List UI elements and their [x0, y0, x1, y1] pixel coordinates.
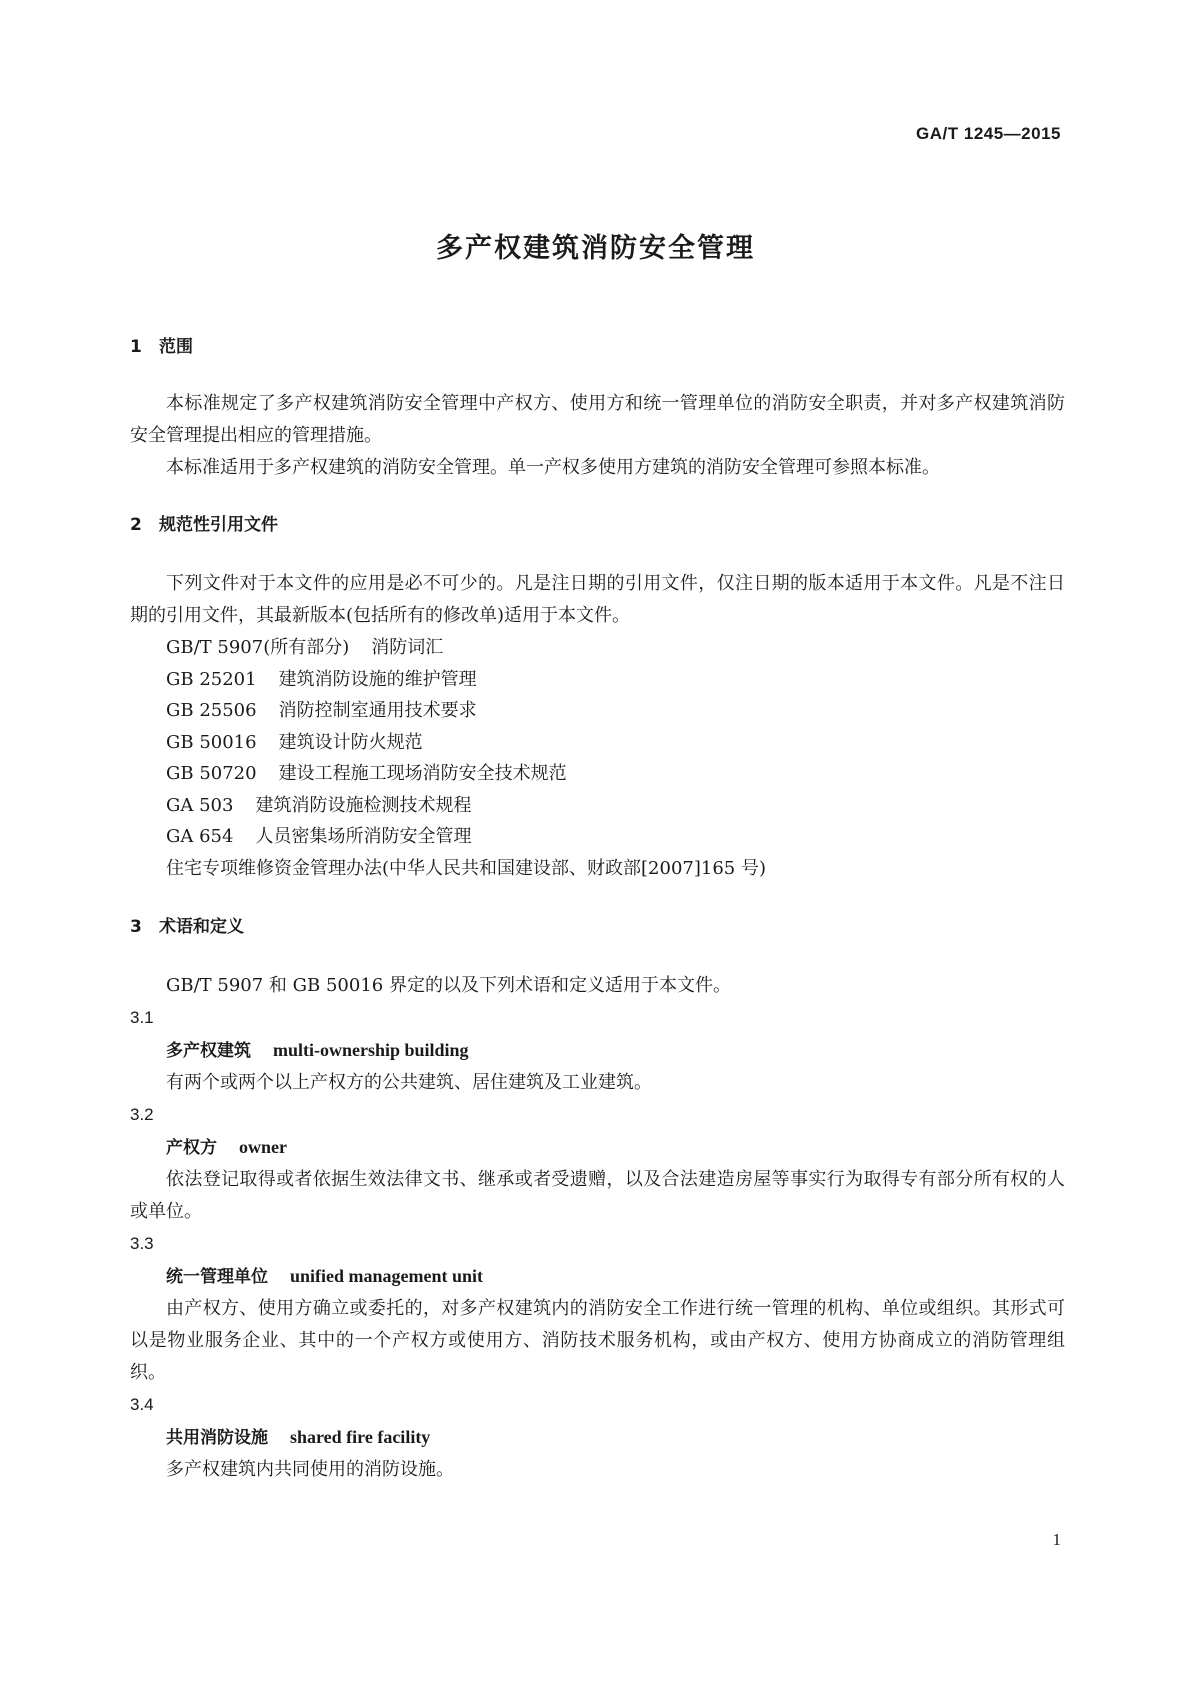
reference-code: GB 50016	[166, 731, 257, 753]
standard-code: GA/T 1245—2015	[916, 124, 1061, 143]
term-definition: 由产权方、使用方确立或委托的，对多产权建筑内的消防安全工作进行统一管理的机构、单位或组织。其形式可以是物业服务企业、其中的一个产权方或使用方、消防技术服务机构，或由产权方、使用方协商成立的消防管理组织。	[130, 1298, 1065, 1383]
term-number: 3.1	[130, 1008, 154, 1027]
terms-intro: GB/T 5907 和 GB 50016 界定的以及下列术语和定义适用于本文件。	[166, 975, 731, 996]
term-name-zh: 共用消防设施	[166, 1428, 268, 1448]
reference-item	[130, 664, 1065, 696]
reference-title: 住宅专项维修资金管理办法(中华人民共和国建设部、财政部[2007]165 号)	[166, 857, 766, 879]
term-name-zh: 多产权建筑	[166, 1041, 251, 1061]
term-name-en: multi-ownership building	[273, 1040, 469, 1060]
term-name	[130, 1034, 1065, 1067]
term-name	[130, 1260, 1065, 1293]
reference-code: GB 25201	[166, 668, 257, 690]
reference-item	[130, 695, 1065, 727]
reference-title: 建筑消防设施检测技术规程	[255, 794, 472, 816]
reference-item	[130, 632, 1065, 664]
reference-title: 消防词汇	[371, 637, 444, 658]
section-title: 范围	[159, 337, 193, 357]
term-entry	[130, 1389, 1065, 1486]
page-number: 1	[1052, 1530, 1061, 1549]
term-name-en: unified management unit	[290, 1266, 484, 1286]
document-title: 多产权建筑消防安全管理	[436, 233, 755, 264]
document-body	[130, 333, 1065, 1486]
term-number: 3.4	[130, 1395, 154, 1414]
section-heading-terms	[130, 913, 1065, 941]
scope-paragraph: 本标准规定了多产权建筑消防安全管理中产权方、使用方和统一管理单位的消防安全职责，并对多产权建筑消防安全管理提出相应的管理措施。	[130, 393, 1065, 446]
section-number: 3	[130, 917, 142, 937]
term-name-en: shared fire facility	[290, 1427, 431, 1447]
reference-item	[130, 853, 1065, 885]
reference-item	[130, 758, 1065, 790]
reference-code: GB/T 5907(所有部分)	[166, 637, 350, 658]
term-name	[130, 1131, 1065, 1164]
reference-code: GA 654	[166, 826, 234, 847]
section-number: 2	[130, 515, 142, 535]
term-definition: 有两个或两个以上产权方的公共建筑、居住建筑及工业建筑。	[166, 1072, 652, 1093]
term-entry	[130, 1228, 1065, 1389]
term-number: 3.3	[130, 1234, 154, 1253]
section-number: 1	[130, 337, 142, 357]
reference-item	[130, 821, 1065, 853]
term-name-en: owner	[239, 1137, 287, 1157]
section-title: 术语和定义	[159, 917, 244, 937]
reference-title: 建筑设计防火规范	[278, 731, 423, 753]
term-definition: 多产权建筑内共同使用的消防设施。	[166, 1459, 454, 1480]
term-name	[130, 1421, 1065, 1454]
scope-paragraph: 本标准适用于多产权建筑的消防安全管理。单一产权多使用方建筑的消防安全管理可参照本标准。	[166, 457, 940, 478]
section-heading-references	[130, 511, 1065, 539]
section-title: 规范性引用文件	[159, 515, 278, 535]
term-name-zh: 统一管理单位	[166, 1267, 268, 1287]
reference-code: GB 25506	[166, 700, 257, 721]
term-number: 3.2	[130, 1105, 154, 1124]
term-definition: 依法登记取得或者依据生效法律文书、继承或者受遗赠，以及合法建造房屋等事实行为取得专有部分所有权的人或单位。	[130, 1169, 1065, 1222]
reference-item	[130, 790, 1065, 822]
section-heading-scope	[130, 333, 1065, 361]
term-name-zh: 产权方	[166, 1138, 217, 1158]
reference-code: GB 50720	[166, 763, 257, 784]
term-entry	[130, 1002, 1065, 1099]
reference-item	[130, 727, 1065, 759]
reference-title: 人员密集场所消防安全管理	[255, 826, 472, 847]
references-intro: 下列文件对于本文件的应用是必不可少的。凡是注日期的引用文件，仅注日期的版本适用于本文件。凡是不注日期的引用文件，其最新版本(包括所有的修改单)适用于本文件。	[130, 573, 1065, 626]
reference-title: 建设工程施工现场消防安全技术规范	[278, 763, 567, 784]
reference-title: 消防控制室通用技术要求	[278, 700, 477, 721]
reference-title: 建筑消防设施的维护管理	[278, 668, 477, 690]
reference-code: GA 503	[166, 794, 234, 816]
term-entry	[130, 1099, 1065, 1228]
